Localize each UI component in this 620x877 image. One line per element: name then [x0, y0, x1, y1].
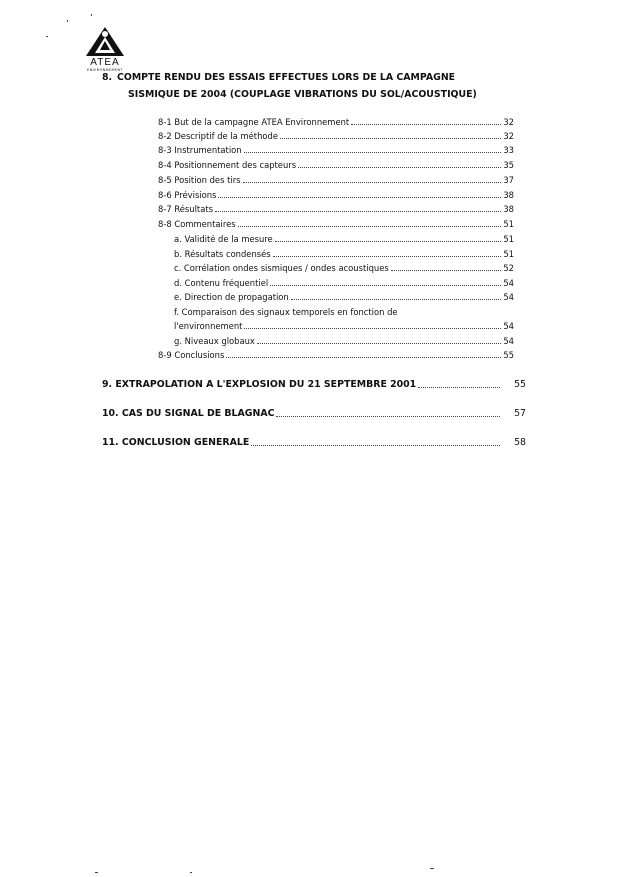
toc-section-10[interactable]	[102, 407, 526, 420]
toc-entry-8-8[interactable]	[158, 217, 514, 230]
toc-page-number: 58	[514, 437, 526, 448]
scan-speck	[190, 872, 192, 873]
dot-leader	[226, 356, 501, 358]
dot-leader	[238, 225, 502, 227]
toc-page-number: 54	[503, 278, 514, 288]
dot-leader	[218, 196, 501, 198]
atea-logo	[83, 26, 127, 76]
toc-entry-label: 8-2 Descriptif de la méthode	[158, 131, 278, 141]
dot-leader	[215, 210, 501, 212]
toc-page-number: 38	[503, 190, 514, 200]
toc-page-number: 54	[503, 336, 514, 346]
toc-section-9[interactable]	[102, 378, 526, 391]
toc-entry-8-4[interactable]	[158, 158, 514, 171]
toc-entry-8-1[interactable]	[158, 115, 514, 128]
toc-entry-8-3[interactable]	[158, 143, 514, 156]
dot-leader	[273, 255, 502, 257]
toc-subentry-a[interactable]	[174, 232, 514, 245]
dot-leader	[298, 166, 501, 168]
toc-page-number: 52	[503, 263, 514, 273]
toc-section-label: 10. CAS DU SIGNAL DE BLAGNAC	[102, 408, 275, 419]
toc-page-number: 32	[503, 131, 514, 141]
toc-subentry-label: l'environnement	[174, 321, 243, 331]
toc-page-number: 55	[514, 379, 526, 390]
toc-entry-label: 8-8 Commentaires	[158, 219, 236, 229]
toc-subentry-label: a. Validité de la mesure	[174, 234, 273, 244]
toc-entry-8-9[interactable]	[158, 348, 514, 361]
toc-page-number: 38	[503, 204, 514, 214]
dot-leader	[244, 151, 502, 153]
toc-entry-label: 8-7 Résultats	[158, 204, 213, 214]
toc-entry-8-5[interactable]	[158, 173, 514, 186]
dot-leader	[243, 181, 502, 183]
scan-speck	[95, 872, 98, 873]
toc-subentry-e[interactable]	[174, 290, 514, 303]
toc-page-number: 54	[503, 321, 514, 331]
toc-section-11[interactable]	[102, 436, 526, 449]
toc-subentry-label: d. Contenu fréquentiel	[174, 278, 269, 288]
toc-subentry-label: b. Résultats condensés	[174, 249, 271, 259]
toc-entry-label: 8-1 But de la campagne ATEA Environnement	[158, 117, 350, 127]
toc-page-number: 51	[503, 249, 514, 259]
toc-page-number: 32	[503, 117, 514, 127]
toc-subentry-label: c. Corrélation ondes sismiques / ondes acoustiques	[174, 263, 389, 273]
toc-page-number: 51	[503, 234, 514, 244]
toc-entry-8-7[interactable]	[158, 202, 514, 215]
toc-entry-8-6[interactable]	[158, 188, 514, 201]
triangle-logo-icon	[83, 26, 127, 58]
toc-section-label: 9. EXTRAPOLATION A L'EXPLOSION DU 21 SEPTEMBRE 2001	[102, 379, 417, 390]
toc-subentry-b[interactable]	[174, 247, 514, 260]
dot-leader	[251, 444, 500, 446]
toc-page-number: 51	[503, 219, 514, 229]
toc-page-number: 55	[503, 350, 514, 360]
dot-leader	[275, 240, 502, 242]
toc-page-number: 33	[503, 145, 514, 155]
section-8-title-line2: SISMIQUE DE 2004 (COUPLAGE VIBRATIONS DU SOL/ACOUSTIQUE)	[128, 89, 477, 100]
toc-subentry-g[interactable]	[174, 334, 514, 347]
toc-entry-label: 8-9 Conclusions	[158, 350, 225, 360]
dot-leader	[351, 123, 501, 125]
toc-subentry-d[interactable]	[174, 276, 514, 289]
scan-speck	[67, 20, 68, 22]
dot-leader	[280, 137, 501, 139]
dot-leader	[276, 415, 500, 417]
dot-leader	[270, 284, 501, 286]
dot-leader	[291, 298, 502, 300]
toc-subentry-f-line2[interactable]	[174, 319, 514, 332]
dot-leader	[244, 327, 501, 329]
scan-speck	[46, 36, 48, 37]
toc-subentry-c[interactable]	[174, 261, 514, 274]
toc-page-number: 57	[514, 408, 526, 419]
logo-name: ATEA	[90, 57, 120, 68]
toc-entry-label: 8-3 Instrumentation	[158, 145, 242, 155]
dot-leader	[391, 269, 502, 271]
toc-section-label: 11. CONCLUSION GENERALE	[102, 437, 250, 448]
dot-leader	[418, 386, 500, 388]
logo-subtitle: ENVIRONNEMENT	[86, 68, 124, 72]
toc-page-number: 37	[503, 175, 514, 185]
toc-subentry-label: f. Comparaison des signaux temporels en fonction de	[174, 307, 398, 317]
scan-speck	[430, 868, 434, 869]
toc-subentry-label: e. Direction de propagation	[174, 292, 289, 302]
scan-speck	[91, 14, 92, 16]
section-8-title-line1: COMPTE RENDU DES ESSAIS EFFECTUES LORS DE LA CAMPAGNE	[117, 72, 456, 83]
toc-entry-label: 8-4 Positionnement des capteurs	[158, 160, 297, 170]
toc-subentry-f-line1[interactable]	[174, 305, 514, 318]
toc-page-number: 54	[503, 292, 514, 302]
dot-leader	[257, 342, 501, 344]
toc-page-number: 35	[503, 160, 514, 170]
toc-entry-label: 8-6 Prévisions	[158, 190, 217, 200]
toc-subentry-label: g. Niveaux globaux	[174, 336, 255, 346]
section-8-number: 8.	[102, 72, 113, 83]
toc-entry-label: 8-5 Position des tirs	[158, 175, 241, 185]
toc-entry-8-2[interactable]	[158, 129, 514, 142]
